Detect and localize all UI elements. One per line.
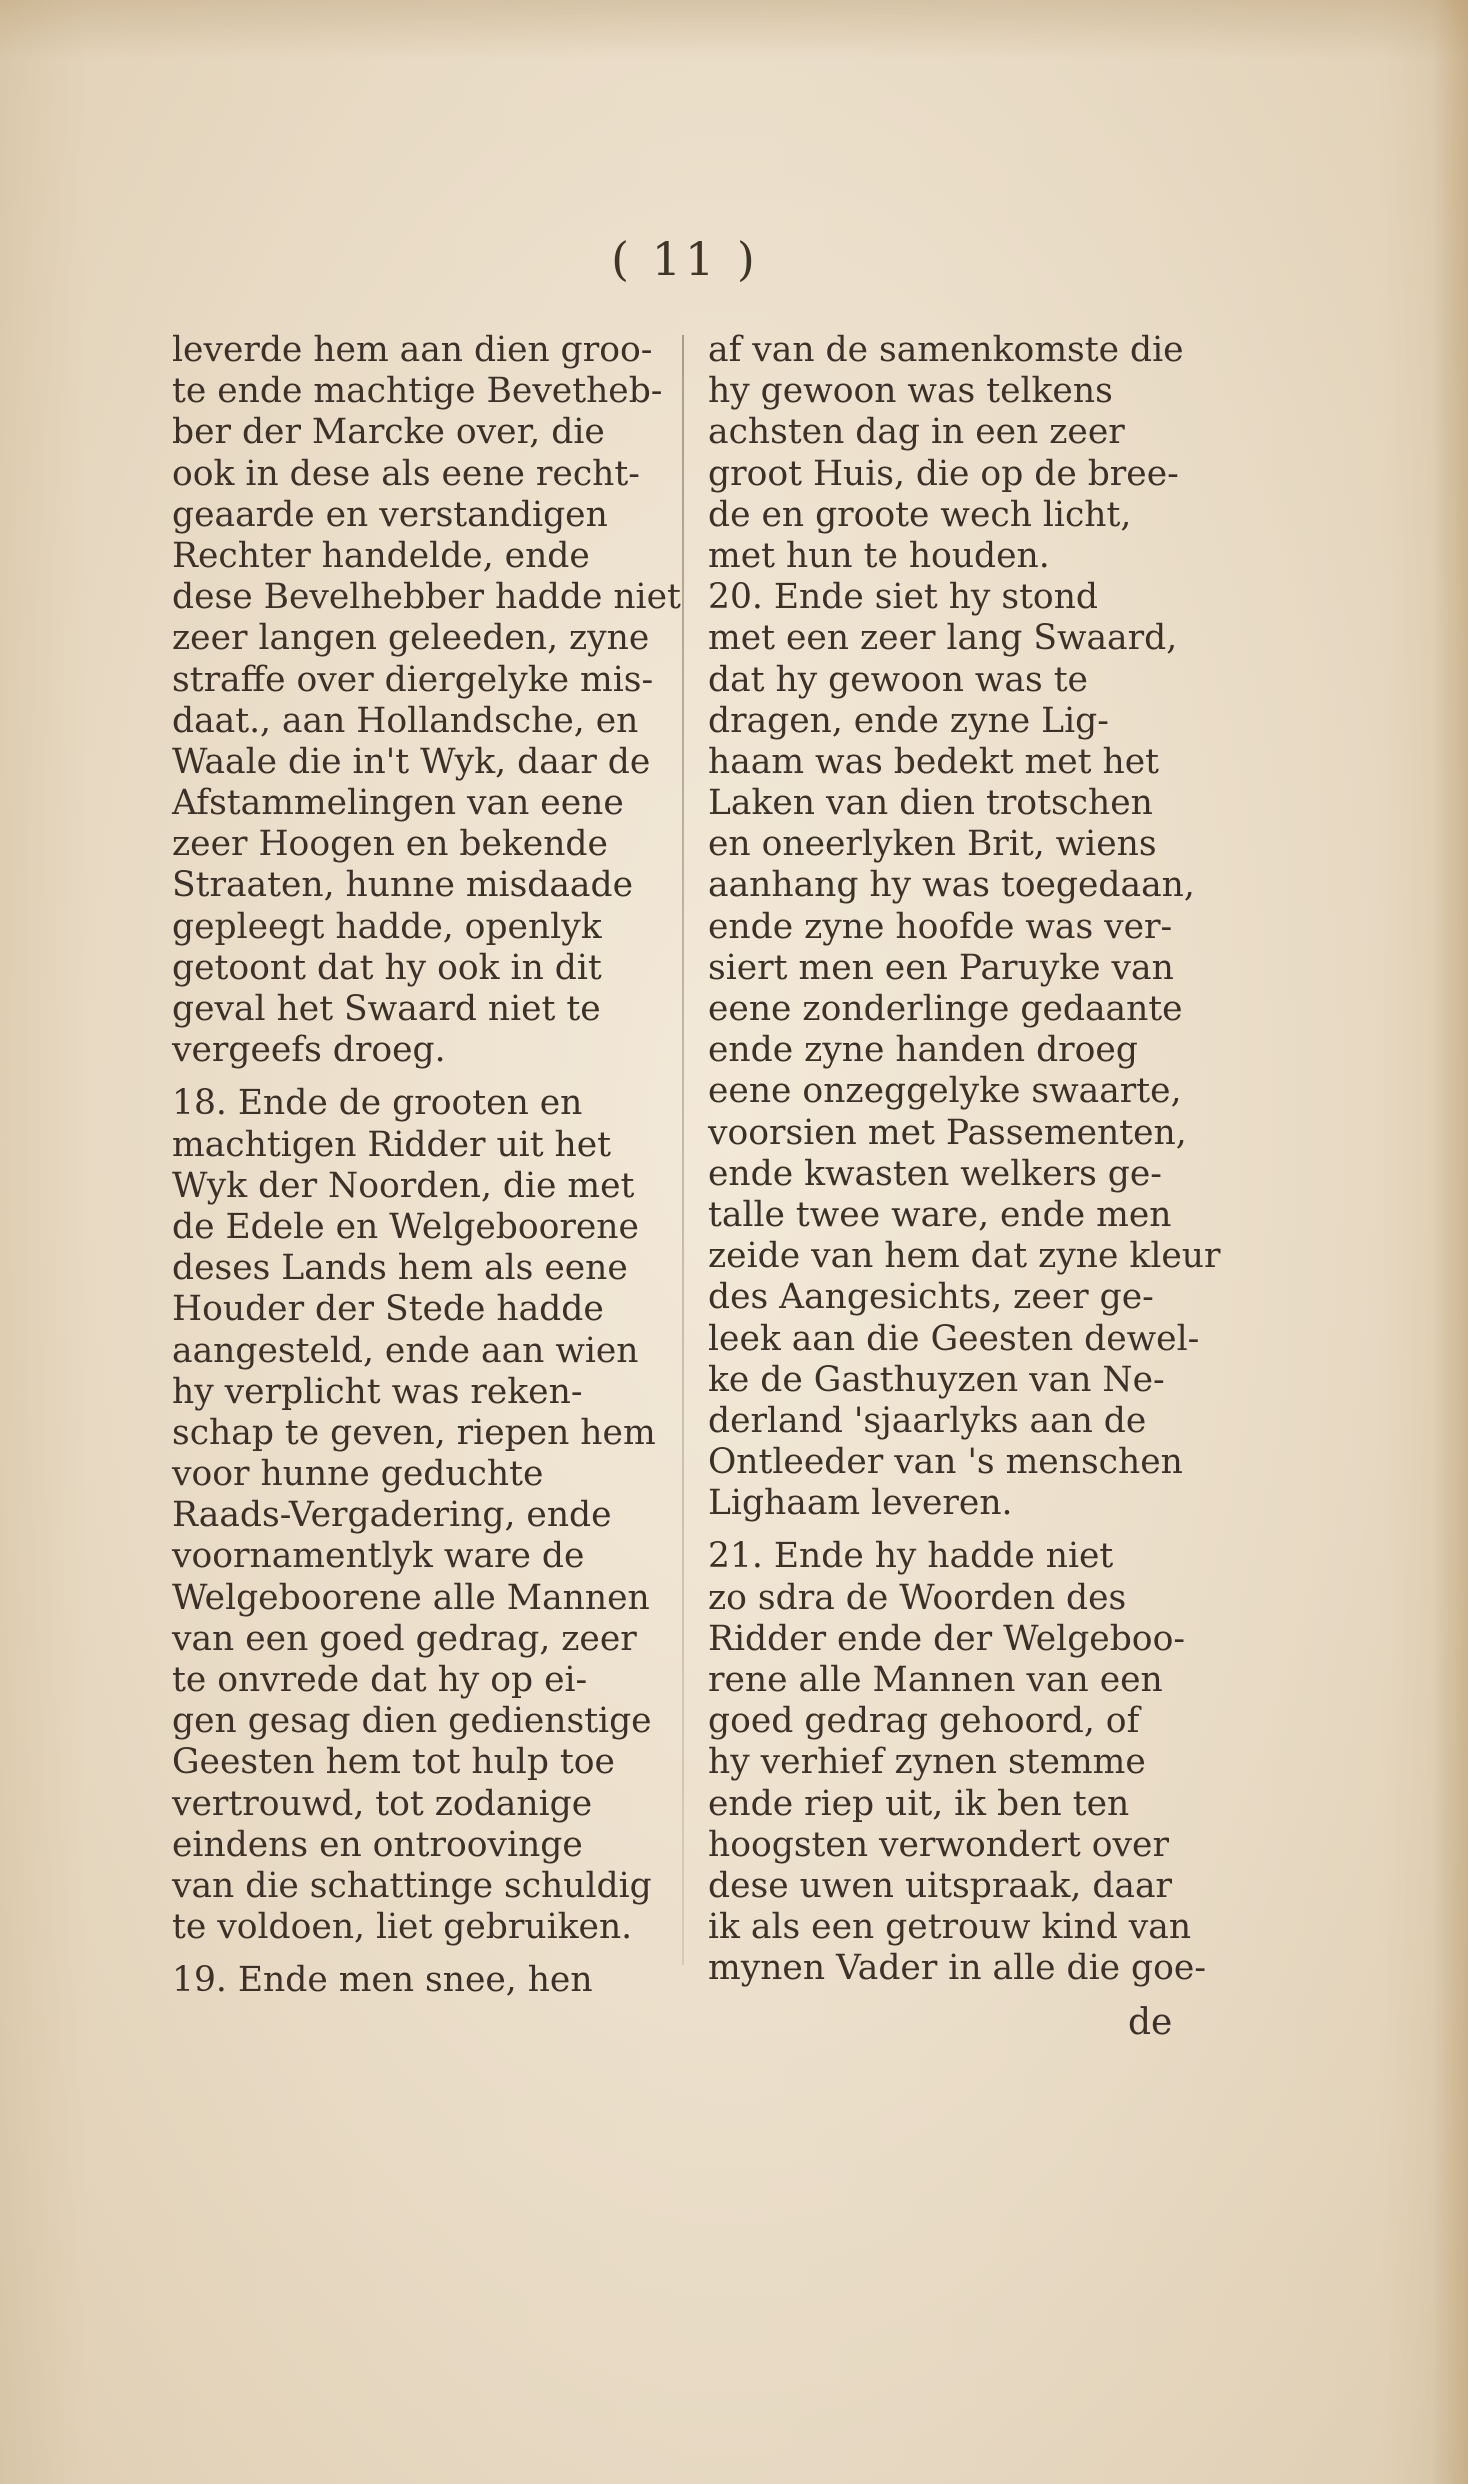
- text-line: dese Bevelhebber hadde niet: [172, 577, 681, 618]
- text-line: Waale die in't Wyk, daar de: [172, 741, 651, 782]
- text-line: voorsien met Passementen,: [708, 1112, 1187, 1153]
- text-line: aanhang hy was toegedaan,: [708, 865, 1195, 906]
- page-number: ( 11 ): [611, 232, 759, 286]
- text-line: Geesten hem tot hulp toe: [172, 1742, 615, 1783]
- paragraph-gap: [172, 1948, 672, 1960]
- text-line: Raads-Vergadering, ende: [172, 1495, 612, 1536]
- text-line: Wyk der Noorden, die met: [172, 1165, 635, 1206]
- text-line: leek aan die Geesten dewel-: [708, 1318, 1200, 1359]
- text-line: 20. Ende siet hy stond: [708, 577, 1099, 618]
- text-line: zeer langen geleeden, zyne: [172, 618, 650, 659]
- text-line: getoont dat hy ook in dit: [172, 947, 602, 988]
- text-line: dese uwen uitspraak, daar: [708, 1865, 1173, 1906]
- text-line: Welgeboorene alle Mannen: [172, 1577, 650, 1618]
- text-line: 19. Ende men snee, hen: [172, 1960, 593, 2001]
- text-line: Ontleeder van 's menschen: [708, 1442, 1183, 1483]
- text-line: eindens en ontroovinge: [172, 1824, 583, 1865]
- right-text-column: [708, 330, 1221, 1990]
- text-line: Laken van dien trotschen: [708, 783, 1153, 824]
- text-line: goed gedrag gehoord, of: [708, 1701, 1140, 1742]
- text-line: rene alle Mannen van een: [708, 1660, 1163, 1700]
- text-line: hy gewoon was telkens: [708, 371, 1113, 412]
- text-line: des Aangesichts, zeer ge-: [708, 1277, 1154, 1318]
- text-line: schap te geven, riepen hem: [172, 1412, 656, 1453]
- text-line: 21. Ende hy hadde niet: [708, 1536, 1114, 1577]
- text-line: Rechter handelde, ende: [172, 535, 590, 576]
- text-line: ende riep uit, ik ben ten: [708, 1783, 1130, 1824]
- text-line: hoogsten verwondert over: [708, 1824, 1169, 1865]
- text-line: te voldoen, liet gebruiken.: [172, 1907, 633, 1948]
- left-text-column: [172, 330, 681, 2002]
- text-line: Straaten, hunne misdaade: [172, 865, 633, 906]
- text-line: deses Lands hem als eene: [172, 1248, 628, 1289]
- text-line: ber der Marcke over, die: [172, 412, 605, 453]
- text-line: dat hy gewoon was te: [708, 659, 1088, 700]
- text-line: Houder der Stede hadde: [172, 1289, 604, 1330]
- text-line: vergeefs droeg.: [172, 1030, 446, 1071]
- text-line: gepleegt hadde, openlyk: [172, 906, 602, 947]
- text-line: te ende machtige Bevetheb-: [172, 371, 663, 412]
- text-line: haam was bedekt met het: [708, 741, 1160, 782]
- text-line: geaarde en verstandigen: [172, 494, 608, 535]
- text-line: talle twee ware, ende men: [708, 1194, 1172, 1235]
- text-line: 18. Ende de grooten en: [172, 1083, 583, 1124]
- text-line: ke de Gasthuyzen van Ne-: [708, 1359, 1165, 1400]
- catchword: de: [1128, 2002, 1173, 2043]
- text-line: daat., aan Hollandsche, en: [172, 700, 639, 741]
- text-line: leverde hem aan dien groo-: [172, 330, 653, 370]
- text-line: zo sdra de Woorden des: [708, 1577, 1127, 1618]
- text-line: siert men een Paruyke van: [708, 947, 1174, 988]
- text-line: machtigen Ridder uit het: [172, 1124, 612, 1165]
- text-line: zeide van hem dat zyne kleur: [708, 1236, 1221, 1277]
- text-line: Afstammelingen van eene: [172, 783, 624, 824]
- text-line: af van de samenkomste die: [708, 330, 1184, 370]
- text-line: ende kwasten welkers ge-: [708, 1153, 1162, 1194]
- text-line: vertrouwd, tot zodanige: [172, 1783, 593, 1824]
- text-line: dragen, ende zyne Lig-: [708, 700, 1109, 741]
- text-line: Lighaam leveren.: [708, 1483, 1013, 1524]
- paragraph-gap: [708, 1524, 1198, 1536]
- text-line: ende zyne hoofde was ver-: [708, 906, 1173, 947]
- text-line: zeer Hoogen en bekende: [172, 824, 608, 865]
- text-line: voor hunne geduchte: [172, 1454, 544, 1495]
- text-line: groot Huis, die op de bree-: [708, 453, 1179, 494]
- text-line: eene onzeggelyke swaarte,: [708, 1071, 1182, 1112]
- text-line: geval het Swaard niet te: [172, 989, 601, 1029]
- text-line: voornamentlyk ware de: [172, 1536, 585, 1577]
- text-line: met een zeer lang Swaard,: [708, 618, 1178, 659]
- paragraph-gap: [172, 1071, 672, 1083]
- text-line: van een goed gedrag, zeer: [172, 1618, 637, 1659]
- paper-stain-edge: [1432, 0, 1468, 2484]
- text-line: van die schattinge schuldig: [172, 1865, 652, 1906]
- text-line: de en groote wech licht,: [708, 494, 1132, 535]
- text-line: ende zyne handen droeg: [708, 1030, 1138, 1071]
- text-line: ik als een getrouw kind van: [708, 1907, 1192, 1948]
- column-divider: [682, 335, 684, 1965]
- text-line: gen gesag dien gedienstige: [172, 1701, 652, 1742]
- text-line: Ridder ende der Welgeboo-: [708, 1618, 1186, 1659]
- text-line: te onvrede dat hy op ei-: [172, 1660, 588, 1700]
- text-line: de Edele en Welgeboorene: [172, 1206, 639, 1247]
- text-line: en oneerlyken Brit, wiens: [708, 824, 1157, 865]
- text-line: aangesteld, ende aan wien: [172, 1330, 639, 1371]
- text-line: hy verplicht was reken-: [172, 1371, 583, 1412]
- text-line: derland 'sjaarlyks aan de: [708, 1400, 1147, 1441]
- text-line: achsten dag in een zeer: [708, 412, 1125, 453]
- text-line: eene zonderlinge gedaante: [708, 989, 1183, 1029]
- text-line: ook in dese als eene recht-: [172, 453, 640, 494]
- text-line: met hun te houden.: [708, 535, 1050, 576]
- paper-stain-top: [0, 0, 1468, 60]
- text-line: hy verhief zynen stemme: [708, 1742, 1146, 1783]
- text-line: mynen Vader in alle die goe-: [708, 1948, 1206, 1989]
- text-line: straffe over diergelyke mis-: [172, 659, 654, 700]
